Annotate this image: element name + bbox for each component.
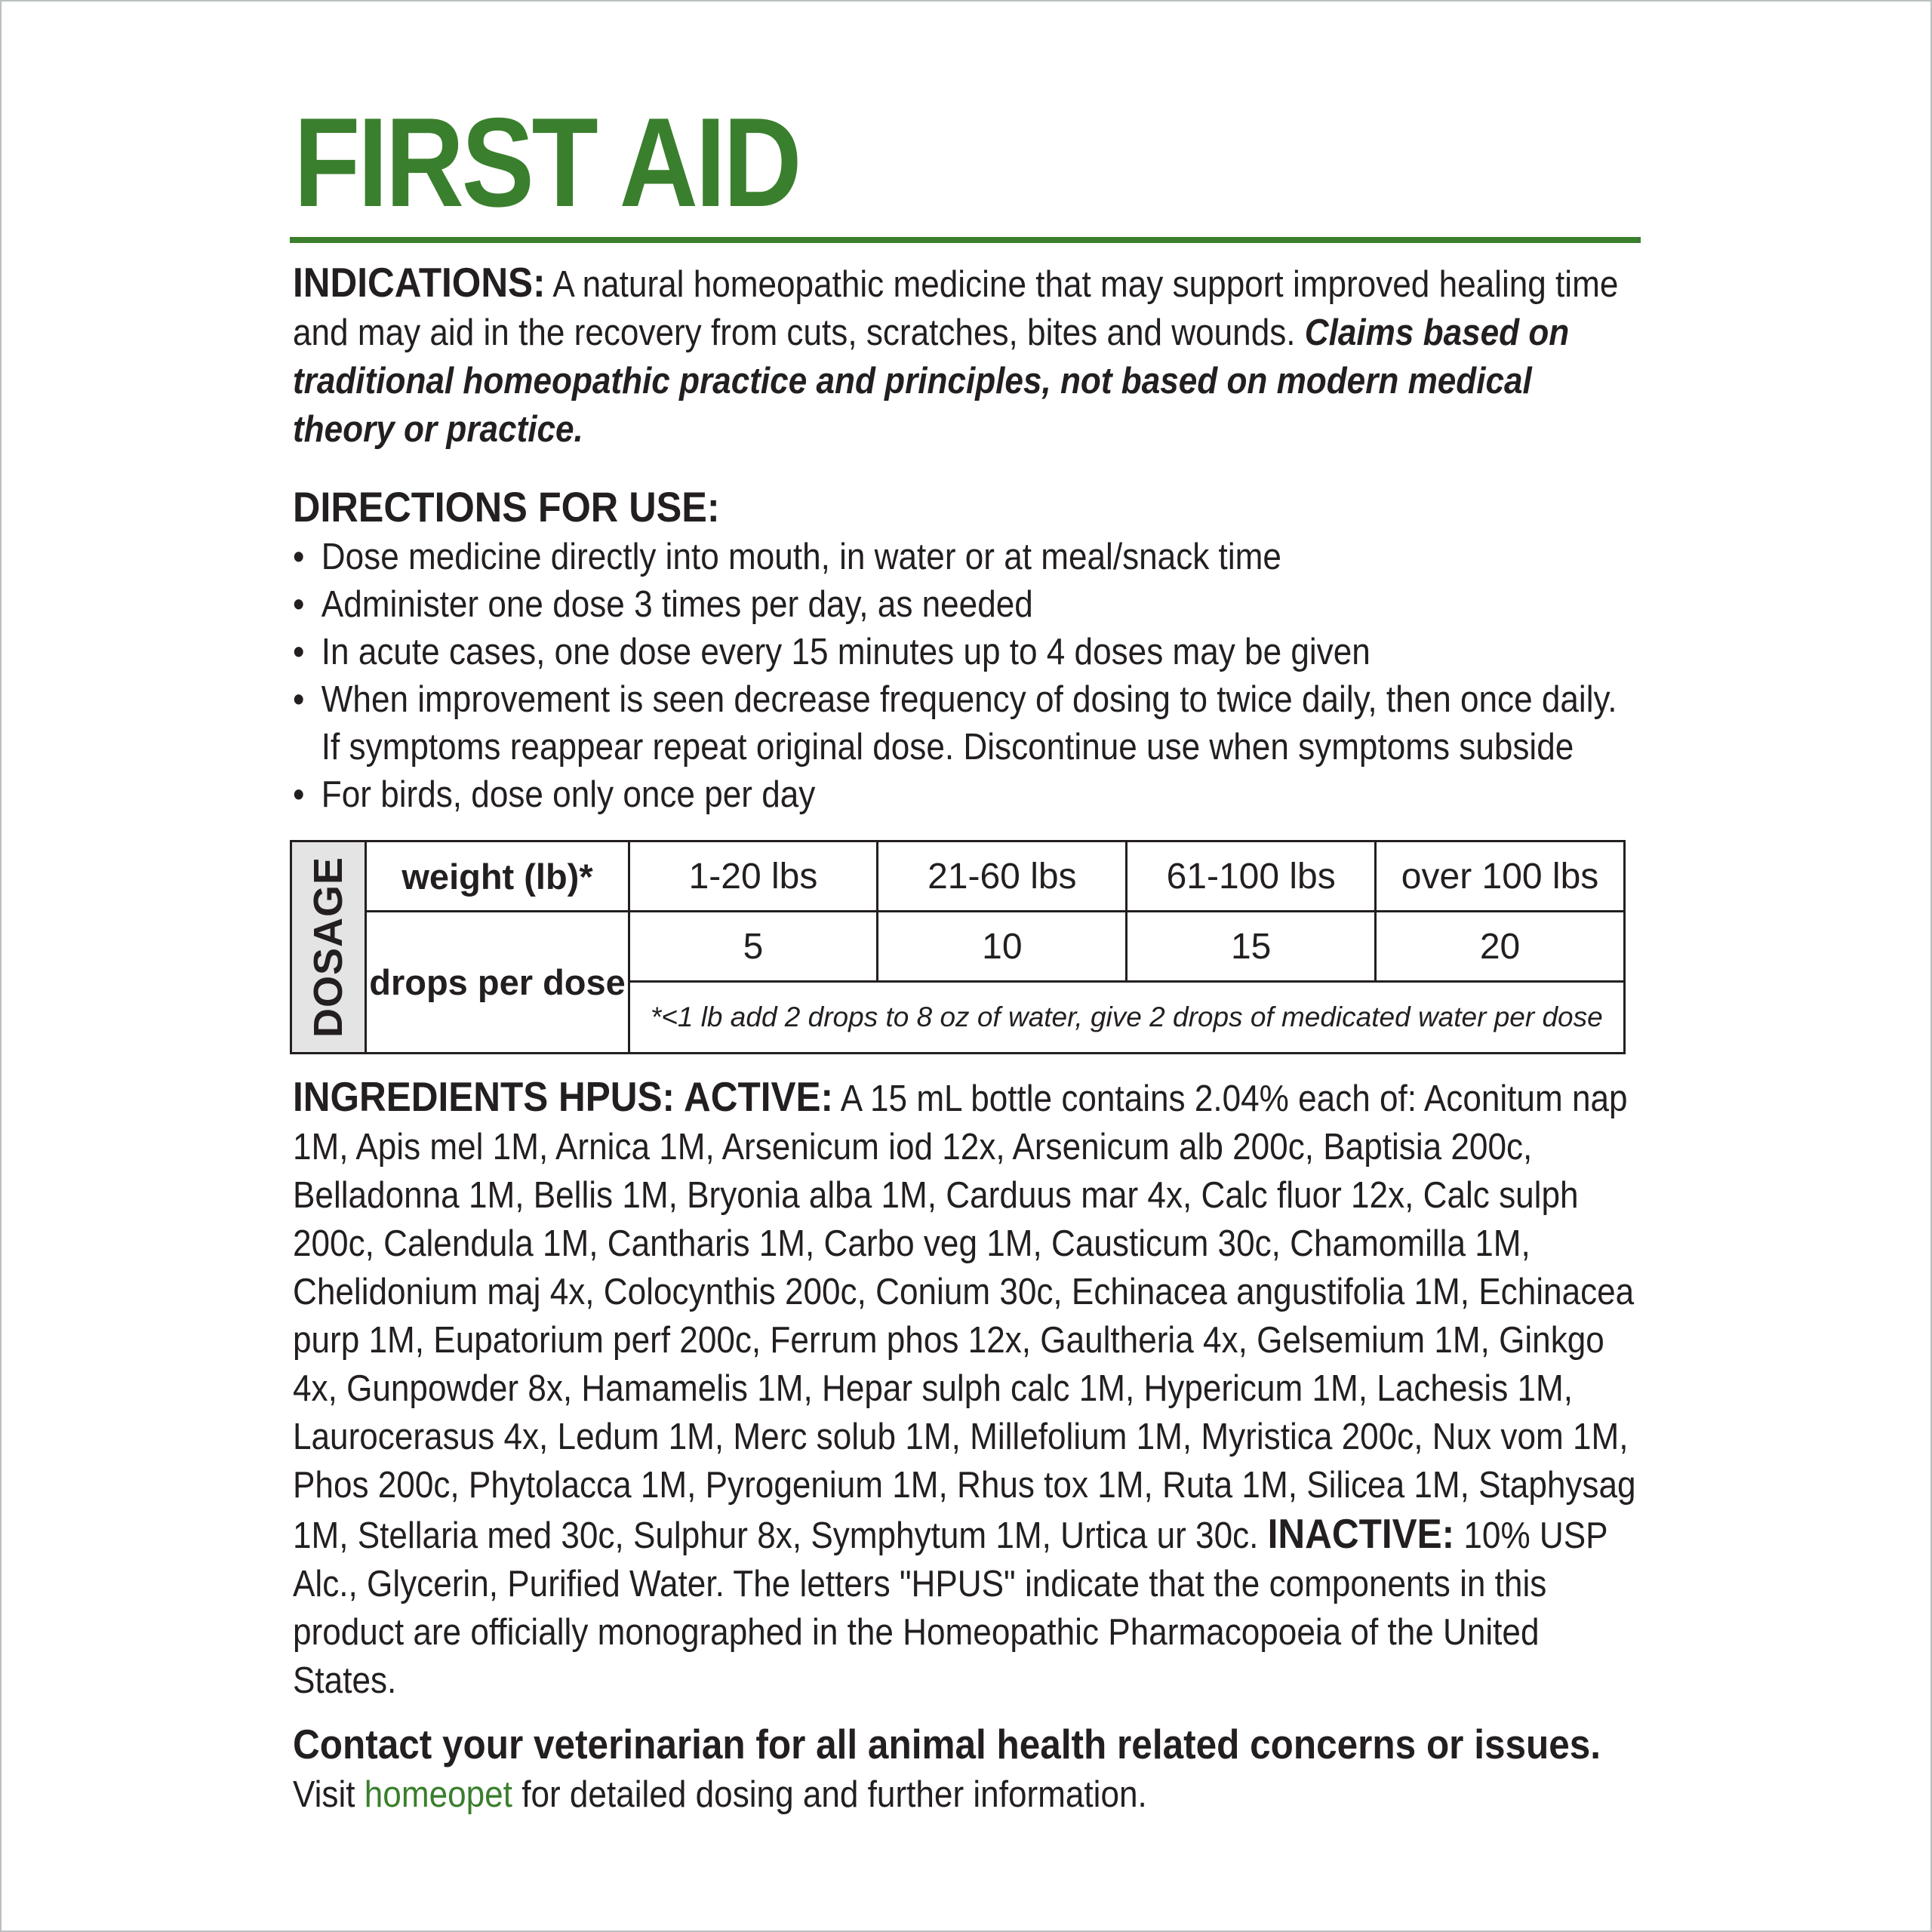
dosage-side-label: DOSAGE: [306, 856, 352, 1038]
dosage-side-cell: [291, 841, 366, 1054]
bullet: •: [293, 584, 305, 625]
direction-text: When improvement is seen decrease frequency of dosing to twice daily, then once daily. If symptoms reappear repeat original dose. Discontinue use when symptoms subside: [321, 679, 1617, 768]
directions-list: [293, 534, 1638, 819]
indications-label: INDICATIONS:: [293, 259, 546, 306]
drops-cell: 5: [629, 912, 878, 982]
drops-header: drops per dose: [366, 912, 629, 1054]
indications-section: [293, 258, 1638, 454]
direction-text: In acute cases, one dose every 15 minutes up to 4 doses may be given: [321, 632, 1371, 672]
title-divider: [290, 237, 1641, 243]
drops-cell: 15: [1127, 912, 1376, 982]
drops-cell: 10: [878, 912, 1127, 982]
dosage-footnote: *<1 lb add 2 drops to 8 oz of water, give 2 drops of medicated water per dose: [629, 982, 1624, 1054]
weight-cell: 61-100 lbs: [1127, 841, 1376, 912]
contact-line: Contact your veterinarian for all animal health related concerns or issues.: [293, 1721, 1601, 1767]
table-row: [291, 841, 1625, 912]
directions-heading: DIRECTIONS FOR USE:: [293, 483, 720, 531]
list-item: [293, 534, 1638, 581]
direction-text: Dose medicine directly into mouth, in water or at meal/snack time: [321, 537, 1281, 577]
ingredients-label: INGREDIENTS HPUS: ACTIVE:: [293, 1073, 833, 1120]
page-title: FIRST AID: [294, 91, 800, 233]
weight-cell: 21-60 lbs: [878, 841, 1127, 912]
bullet: •: [293, 774, 305, 815]
weight-cell: over 100 lbs: [1376, 841, 1625, 912]
direction-text: For birds, dose only once per day: [321, 774, 816, 815]
direction-text: Administer one dose 3 times per day, as needed: [321, 584, 1033, 625]
table-row: [291, 912, 1625, 982]
weight-header: weight (lb)*: [366, 841, 629, 912]
inactive-ingredients: 10% USP Alc., Glycerin, Purified Water. The letters "HPUS" indicate that the components in this product are officially monographed in the Homeopathic Pharmacopoeia of the United States.: [293, 1515, 1607, 1701]
list-item: [293, 581, 1638, 629]
indications-text: A natural homeopathic medicine that may support improved healing time and may aid in the recovery from cuts, scratches, bites and wounds.: [293, 264, 1619, 353]
visit-suffix: for detailed dosing and further information.: [512, 1774, 1147, 1815]
bullet: •: [293, 537, 305, 577]
active-ingredients: A 15 mL bottle contains 2.04% each of: Aconitum nap 1M, Apis mel 1M, Arnica 1M, Arsenicum iod 12x, Arsenicum alb 200c, Baptisia 200c, Belladonna 1M, Bellis 1M, Bryonia alba 1M, Carduus mar 4x, Calc fluor 12x, Calc sulph 200c, Calendula 1M, Cantharis 1M, Carbo veg 1M, Causticum 30c, Chamomilla 1M, Chelidonium maj 4x, Colocynthis 200c, Conium 30c, Echinacea angustifolia 1M, Echinacea purp 1M, Eupatorium perf 200c, Ferrum phos 12x, Gaultheria 4x, Gelsemium 1M, Ginkgo 4x, Gunpowder 8x, Hamamelis 1M, Hepar sulph calc 1M, Hypericum 1M, Lachesis 1M, Laurocerasus 4x, Ledum 1M, Merc solub 1M, Millefolium 1M, Myristica 200c, Nux vom 1M, Phos 200c, Phytolacca 1M, Pyrogenium 1M, Rhus tox 1M, Ruta 1M, Silicea 1M, Staphysag 1M, Stellaria med 30c, Sulphur 8x, Symphytum 1M, Urtica ur 30c.: [293, 1078, 1636, 1556]
bullet: •: [293, 679, 305, 720]
label-content: [290, 91, 1641, 1819]
contact-section: [293, 1720, 1638, 1819]
list-item: [293, 676, 1638, 771]
list-item: [293, 771, 1638, 819]
bullet: •: [293, 632, 305, 672]
dosage-table: [290, 840, 1626, 1054]
visit-prefix: Visit: [293, 1774, 365, 1815]
list-item: [293, 629, 1638, 676]
drops-cell: 20: [1376, 912, 1625, 982]
homeopet-link[interactable]: homeopet: [364, 1774, 512, 1815]
claims-text: Claims based on traditional homeopathic practice and principles, not based on modern medical theory or practice.: [293, 312, 1570, 450]
ingredients-section: [293, 1072, 1638, 1705]
weight-cell: 1-20 lbs: [629, 841, 878, 912]
inactive-label: INACTIVE:: [1267, 1510, 1455, 1557]
